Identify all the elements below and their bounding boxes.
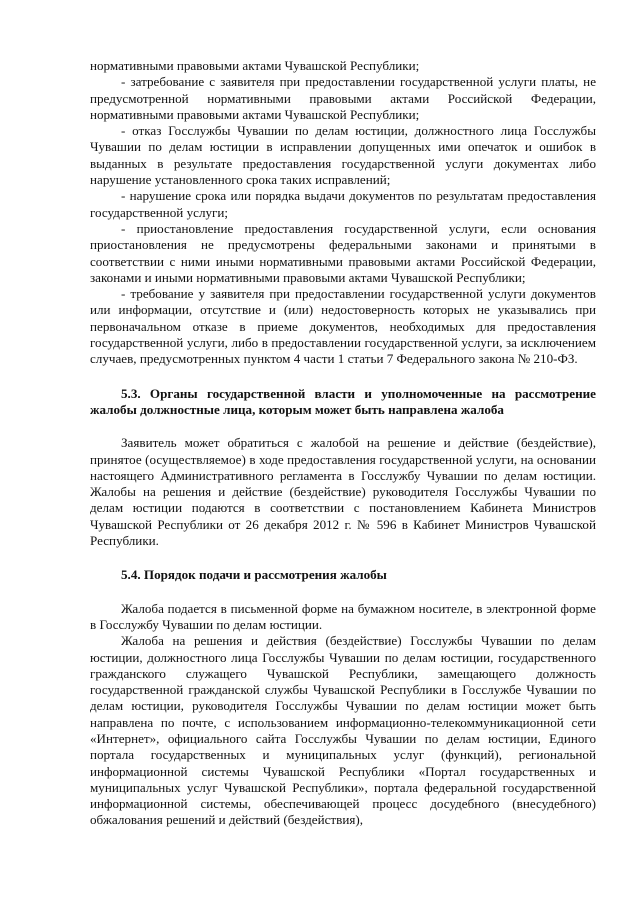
- document-page: [90, 58, 596, 829]
- bullet-issuance-violation: - нарушение срока или порядка выдачи документов по результатам предоставления государственной услуги;: [90, 188, 596, 220]
- bullet-fee-demand: - затребование с заявителя при предоставлении государственной услуги платы, не предусмотренной нормативными правовыми актами Российской Федерации, нормативными правовыми актами Чувашской Республики;: [90, 74, 596, 122]
- section-5-3-heading: 5.3. Органы государственной власти и уполномоченные на рассмотрение жалобы должностные лица, которым может быть направлена жалоба: [90, 385, 596, 417]
- section-5-3-paragraph: Заявитель может обратиться с жалобой на решение и действие (бездействие), принятое (осуществляемое) в ходе предоставления государственной услуги, на основании настоящего Административного регламента в Госслужбу Чувашии по делам юстиции. Жалобы на решения и действие (бездействие) руководителя Госслужбы Чувашии по делам юстиции подаются в соответствии с постановлением Кабинета Министров Чувашской Республики от 26 декабря 2012 г. № 596 в Кабинет Министров Чувашской Республики.: [90, 435, 596, 549]
- spacer: [90, 584, 596, 601]
- bullet-suspension: - приостановление предоставления государственной услуги, если основания приостановления не предусмотрены федеральными законами и принятыми в соответствии с ними иными нормативными правовыми актами Российской Федерации, законами и иными нормативными правовыми актами Чувашской Республики;: [90, 220, 596, 285]
- lead-paragraph: нормативными правовыми актами Чувашской Республики;: [90, 58, 420, 73]
- bullet-document-demand: - требование у заявителя при предоставлении государственной услуги документов или информации, отсутствие и (или) недостоверность которых не указывались при первоначальном отказе в приеме документов, необходимых для предоставления государственной услуги, либо в предоставлении государственной услуги, за исключением случаев, предусмотренных пунктом 4 части 1 статьи 7 Федерального закона № 210-ФЗ.: [90, 286, 596, 367]
- section-5-4-paragraph-1: Жалоба подается в письменной форме на бумажном носителе, в электронной форме в Госслужбу Чувашии по делам юстиции.: [90, 600, 596, 632]
- bullet-correction-refusal: - отказ Госслужбы Чувашии по делам юстиции, должностного лица Госслужбы Чувашии по делам юстиции в исправлении допущенных ими опечаток и ошибок в выданных в результате предоставления государственной услуги документах либо нарушение установленного срока таких исправлений;: [90, 123, 596, 188]
- spacer: [90, 418, 596, 435]
- section-5-4-heading: 5.4. Порядок подачи и рассмотрения жалобы: [121, 567, 387, 583]
- section-5-4-paragraph-2: Жалоба на решения и действия (бездействие) Госслужбы Чувашии по делам юстиции, должностного лица Госслужбы Чувашии по делам юстиции, государственного гражданского служащего Чувашской Республики, замещающего должность государственной гражданской службы Чувашской Республики в Госслужбе Чувашии по делам юстиции, руководителя Госслужбы Чувашии по делам юстиции может быть направлена по почте, с использованием информационно-телекоммуникационной сети «Интернет», официального сайта Госслужбы Чувашии по делам юстиции, Единого портала государственных и муниципальных услуг (функций), региональной информационной системы Чувашской Республики «Портал государственных и муниципальных услуг Чувашской Республики», портала федеральной государственной информационной системы, обеспечивающей процесс досудебного (внесудебного) обжалования решений и действий (бездействия),: [90, 633, 596, 828]
- spacer: [90, 368, 596, 386]
- spacer: [90, 549, 596, 567]
